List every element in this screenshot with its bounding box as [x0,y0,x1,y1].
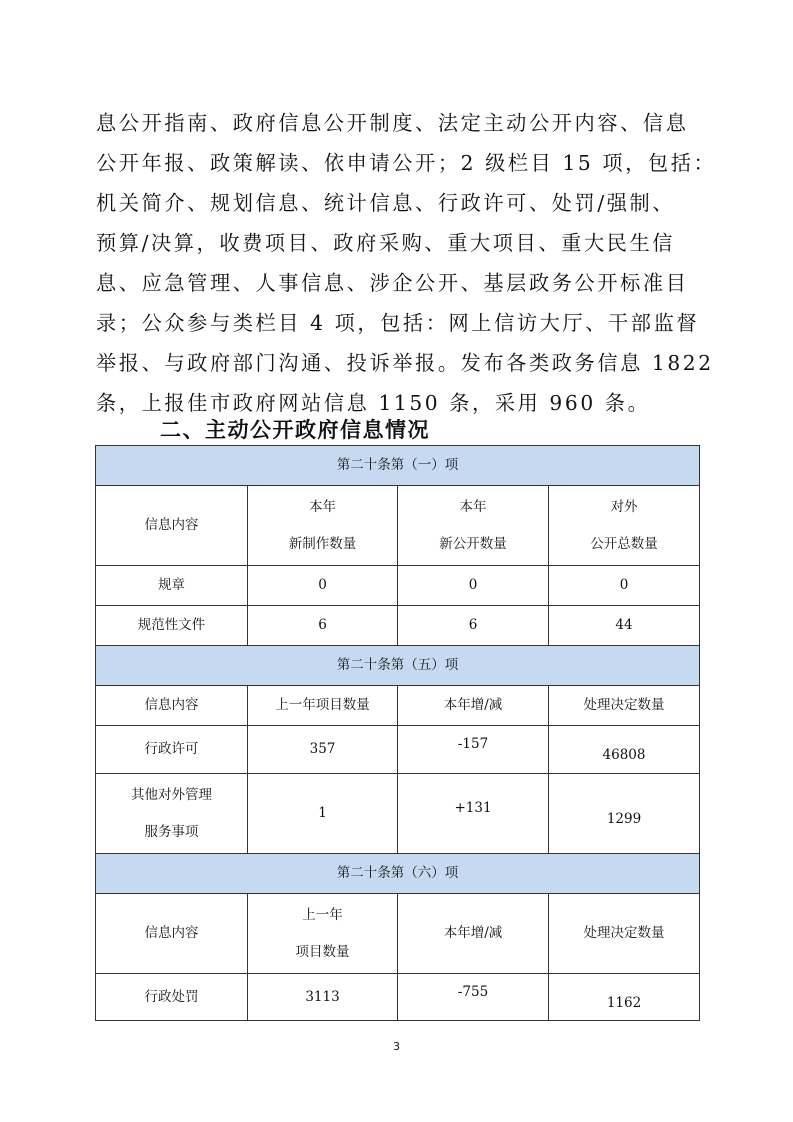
row-label [96,774,248,854]
cell-value: 1 [248,774,398,854]
cell-value [398,974,549,1021]
table-header-row [96,686,700,726]
cell-value: 6 [248,606,398,646]
cell-text: 1162 [606,994,642,1011]
paragraph-line: 公开年报、政策解读、依申请公开；2 级栏目 15 项，包括： [96,151,717,175]
row-label: 行政处罚 [96,974,248,1021]
header-cell [248,486,398,566]
table-header-row [96,486,700,566]
cell-value [549,726,700,774]
row-label: 规范性文件 [96,606,248,646]
header-cell: 本年增/减 [398,686,549,726]
paragraph-line: 录；公众参与类栏目 4 项，包括：网上信访大厅、干部监督 [96,311,700,335]
cell-value [549,774,700,854]
header-line: 本年 [459,498,487,515]
paragraph-line: 条，上报佳市政府网站信息 1150 条，采用 960 条。 [96,391,651,415]
paragraph-line: 息、应急管理、人事信息、涉企公开、基层政务公开标准目 [96,271,689,295]
cell-value: 0 [248,566,398,606]
header-cell: 处理决定数量 [549,686,700,726]
header-cell: 处理决定数量 [549,894,700,974]
header-cell [549,486,700,566]
disclosure-table [95,445,700,1021]
row-label: 规章 [96,566,248,606]
table-header-row [96,894,700,974]
header-cell: 信息内容 [96,894,248,974]
body-paragraph [96,103,717,423]
cell-value [398,774,549,854]
cell-text: -755 [457,983,489,1000]
header-line: 公开总数量 [590,535,658,552]
header-cell [248,894,398,974]
header-cell: 本年增/减 [398,894,549,974]
cell-text: +131 [454,800,492,816]
header-cell: 上一年项目数量 [248,686,398,726]
cell-value [398,726,549,774]
header-cell: 信息内容 [96,686,248,726]
cell-value: 0 [398,566,549,606]
cell-value: 6 [398,606,549,646]
header-line: 新制作数量 [288,535,357,552]
paragraph-line: 预算/决算，收费项目、政府采购、重大项目、重大民生信 [96,231,676,255]
cell-text: 1299 [606,811,642,827]
table-row [96,566,700,606]
header-cell [398,486,549,566]
section-header-row [96,854,700,894]
section-header-row [96,446,700,486]
paragraph-line: 机关简介、规划信息、统计信息、行政许可、处罚/强制、 [96,191,676,215]
page-number: 3 [393,1040,400,1053]
section-heading: 二、主动公开政府信息情况 [160,418,430,442]
header-line: 对外 [610,498,638,515]
cell-value: 0 [549,566,700,606]
cell-value: 3113 [248,974,398,1021]
cell-value: 44 [549,606,700,646]
table-row [96,726,700,774]
section-title: 第二十条第（六）项 [96,854,700,894]
paragraph-line: 举报、与政府部门沟通、投诉举报。发布各类政务信息 1822 [96,351,714,375]
cell-text: 46808 [602,747,646,763]
section-header-row [96,646,700,686]
cell-value: 357 [248,726,398,774]
cell-value [549,974,700,1021]
header-line: 上一年 [302,906,343,923]
cell-text: -157 [457,736,489,752]
table-row [96,974,700,1021]
section-title: 第二十条第（一）项 [96,446,700,486]
table-row [96,606,700,646]
header-line: 本年 [309,498,336,515]
header-line: 项目数量 [295,943,350,960]
row-label: 行政许可 [96,726,248,774]
label-line: 服务事项 [144,823,199,840]
header-cell: 信息内容 [96,486,248,566]
header-line: 新公开数量 [439,535,507,552]
table-row [96,774,700,854]
label-line: 其他对外管理 [131,786,212,803]
paragraph-line: 息公开指南、政府信息公开制度、法定主动公开内容、信息 [96,111,689,135]
section-title: 第二十条第（五）项 [96,646,700,686]
